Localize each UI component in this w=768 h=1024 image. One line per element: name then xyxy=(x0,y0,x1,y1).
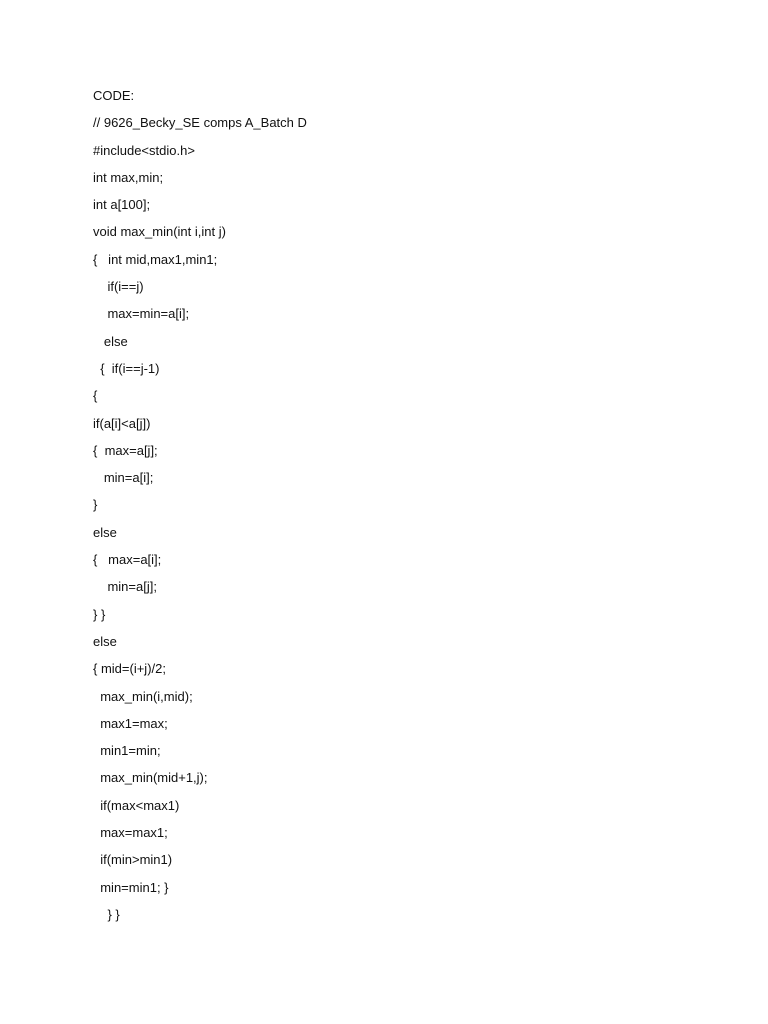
code-line: { xyxy=(93,388,98,404)
code-line: max1=max; xyxy=(93,715,168,731)
code-line: { max=a[i]; xyxy=(93,552,162,568)
code-line: if(a[i]<a[j]) xyxy=(93,415,151,431)
code-line: min=min1; } xyxy=(93,879,169,895)
code-line: #include<stdio.h> xyxy=(93,142,195,158)
code-line: if(i==j) xyxy=(93,279,144,295)
code-line: { max=a[j]; xyxy=(93,442,158,458)
code-line: else xyxy=(93,633,117,649)
code-line: // 9626_Becky_SE comps A_Batch D xyxy=(93,115,307,131)
code-line: void max_min(int i,int j) xyxy=(93,224,226,240)
code-line: } xyxy=(93,497,98,513)
code-line: else xyxy=(93,333,128,349)
code-line: { if(i==j-1) xyxy=(93,360,160,376)
code-line: int a[100]; xyxy=(93,197,151,213)
code-heading: CODE: xyxy=(93,88,135,103)
code-line: int max,min; xyxy=(93,169,164,185)
code-line: } } xyxy=(93,906,120,922)
code-line: max=min=a[i]; xyxy=(93,306,190,322)
code-line: { mid=(i+j)/2; xyxy=(93,661,166,677)
code-line: max_min(mid+1,j); xyxy=(93,770,208,786)
code-line: min=a[i]; xyxy=(93,470,154,486)
code-line: { int mid,max1,min1; xyxy=(93,251,218,267)
code-line: max=max1; xyxy=(93,825,168,841)
code-line: else xyxy=(93,524,117,540)
code-line: max_min(i,mid); xyxy=(93,688,193,704)
code-line: } } xyxy=(93,606,106,622)
code-listing xyxy=(93,86,307,932)
code-line: if(min>min1) xyxy=(93,852,173,868)
code-line: min1=min; xyxy=(93,743,161,759)
code-line: if(max<max1) xyxy=(93,797,180,813)
code-line: min=a[j]; xyxy=(93,579,157,595)
